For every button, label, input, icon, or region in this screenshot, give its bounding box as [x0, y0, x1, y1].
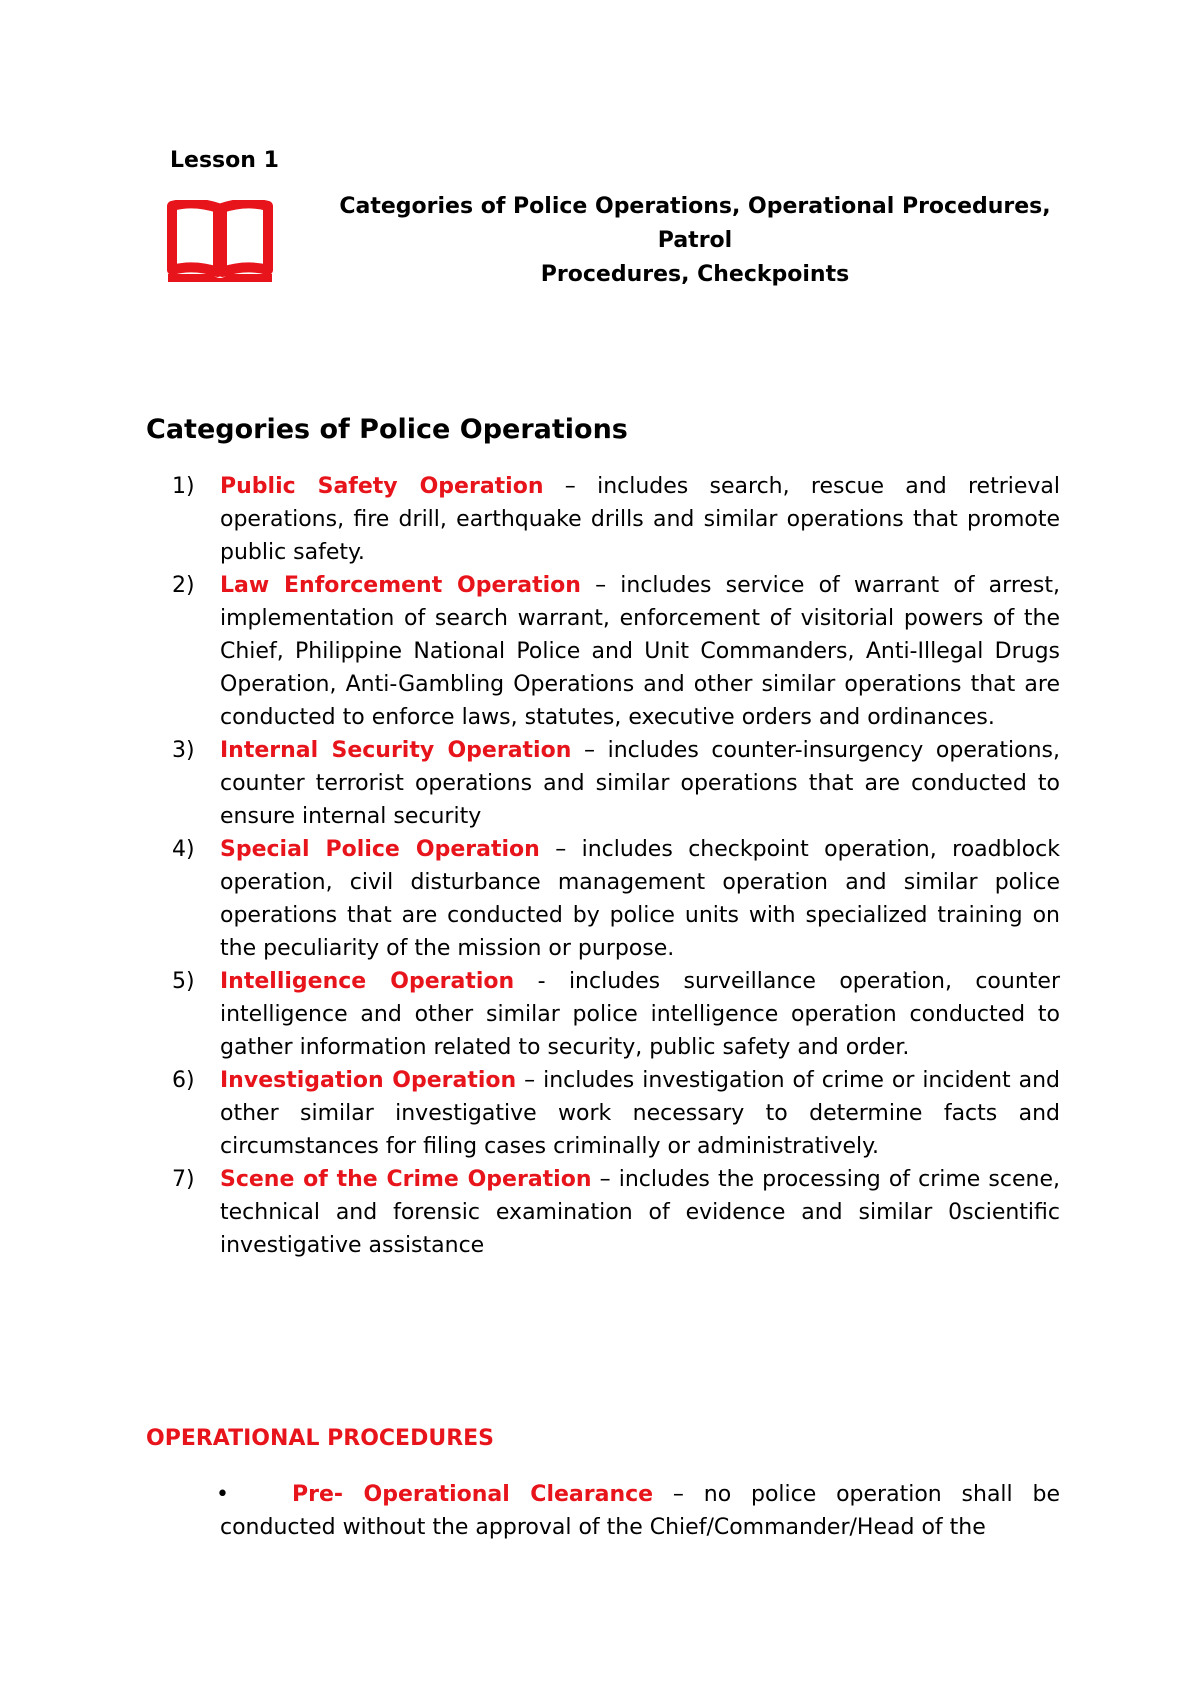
list-item-number: 2)	[172, 573, 195, 598]
bullet-icon: •	[216, 1482, 229, 1507]
list-item-number: 6)	[172, 1068, 195, 1093]
list-item-term: Public Safety Operation	[220, 474, 544, 499]
procedure-item	[216, 1478, 1060, 1544]
list-item-number: 7)	[172, 1167, 195, 1192]
list-item-term: Law Enforcement Operation	[220, 573, 581, 598]
book-icon	[166, 200, 274, 284]
list-item-term: Internal Security Operation	[220, 738, 572, 763]
list-item-description: includes checkpoint operation, roadblock operation, civil disturbance management operation and similar police operations that are conducted by police units with specialized training on the peculiarity of the mission or purpose.	[220, 837, 1060, 961]
list-item-number: 4)	[172, 837, 195, 862]
list-item-separator: -	[514, 969, 569, 994]
categories-list	[172, 470, 1060, 1262]
list-item	[172, 965, 1060, 1064]
document-title	[330, 190, 1060, 292]
list-item-description: includes search, rescue and retrieval operations, fire drill, earthquake drills and similar operations that promote public safety.	[220, 474, 1060, 565]
list-item	[172, 833, 1060, 965]
list-item	[172, 1064, 1060, 1163]
list-item	[172, 734, 1060, 833]
list-item-description: includes investigation of crime or incident and other similar investigative work necessary to determine facts and circumstances for filing cases criminally or administratively.	[220, 1068, 1060, 1159]
list-item-term: Investigation Operation	[220, 1068, 517, 1093]
lesson-label: Lesson 1	[170, 148, 279, 173]
procedure-separator: –	[653, 1482, 704, 1507]
list-item-description: includes counter-insurgency operations, counter terrorist operations and similar operations that are conducted to ensure internal security	[220, 738, 1060, 829]
list-item	[172, 569, 1060, 734]
list-item-description: includes the processing of crime scene, technical and forensic examination of evidence and similar 0scientific investigative assistance	[220, 1167, 1060, 1258]
procedure-description: no police operation shall be conducted without the approval of the Chief/Commander/Head of the	[220, 1482, 1060, 1540]
list-item	[172, 1163, 1060, 1262]
list-item-term: Scene of the Crime Operation	[220, 1167, 592, 1192]
document-title-line-1: Categories of Police Operations, Operational Procedures, Patrol	[339, 194, 1051, 253]
list-item-separator: –	[539, 837, 582, 862]
list-item-term: Intelligence Operation	[220, 969, 515, 994]
list-item-term: Special Police Operation	[220, 837, 540, 862]
list-item-description: includes service of warrant of arrest, implementation of search warrant, enforcement of visitorial powers of the Chief, Philippine National Police and Unit Commanders, Anti-Illegal Drugs Operation, Anti-Gambling Operations and other similar operations that are conducted to enforce laws, statutes, executive orders and ordinances.	[220, 573, 1060, 730]
categories-heading: Categories of Police Operations	[146, 414, 628, 445]
list-item	[172, 470, 1060, 569]
list-item-description: includes surveillance operation, counter intelligence and other similar police intelligence operation conducted to gather information related to security, public safety and order.	[220, 969, 1060, 1060]
document-title-line-2: Procedures, Checkpoints	[540, 262, 850, 287]
procedure-term: Pre- Operational Clearance	[292, 1482, 654, 1507]
list-item-separator: –	[543, 474, 598, 499]
list-item-number: 1)	[172, 474, 195, 499]
list-item-number: 3)	[172, 738, 195, 763]
operational-procedures-heading: OPERATIONAL PROCEDURES	[146, 1426, 495, 1451]
list-item-separator: –	[580, 573, 621, 598]
list-item-separator: –	[516, 1068, 544, 1093]
list-item-separator: –	[571, 738, 608, 763]
list-item-separator: –	[591, 1167, 619, 1192]
list-item-number: 5)	[172, 969, 195, 994]
